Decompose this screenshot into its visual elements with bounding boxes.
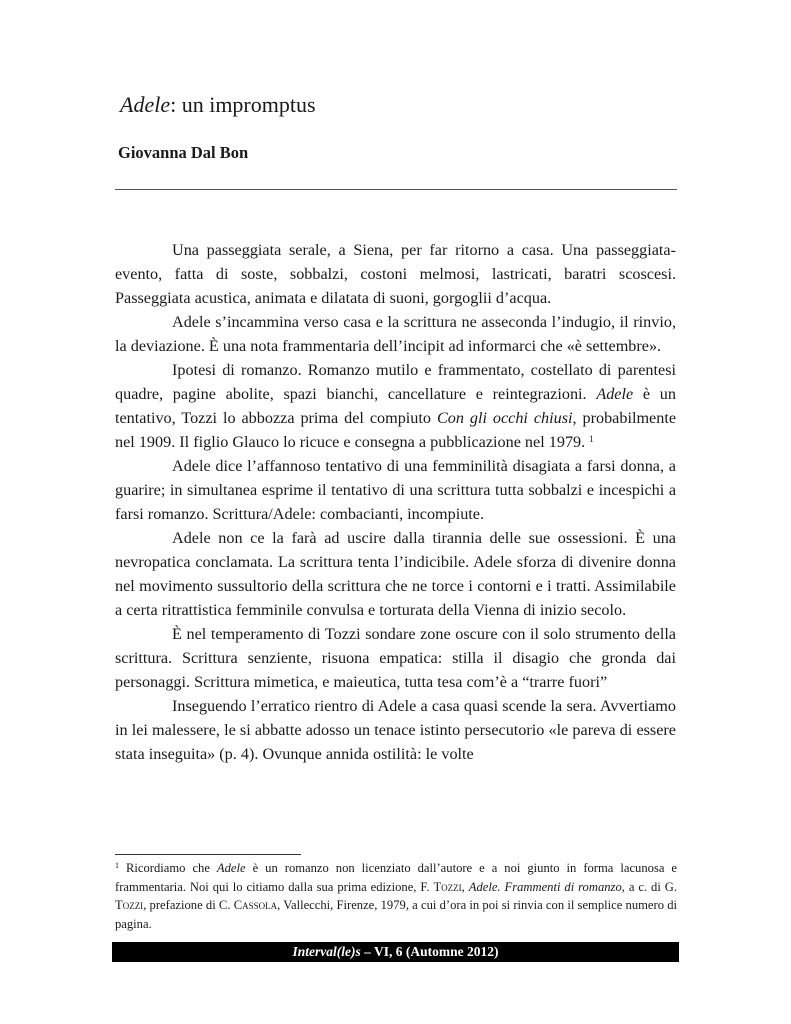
title-rest: : un impromptus (170, 92, 316, 117)
footnote-1 (115, 859, 677, 933)
paragraph-3-text-a: Ipotesi di romanzo. Romanzo mutilo e frammentato, costellato di parentesi quadre, pagine abolite, spazi bianchi, cancellature e reintegrazioni. (115, 361, 676, 403)
paragraph-3-italic-title: Con gli occhi chiusi (436, 409, 573, 427)
footnote-text: , Vallecchi, Firenze, 1979, a cui d’ora in poi si rinvia con il semplice numero di pagina. (115, 898, 678, 931)
footnote-text: , a c. di G. (621, 879, 678, 894)
paragraph-3 (115, 358, 676, 454)
author-name: Giovanna Dal Bon (118, 143, 249, 162)
footnote-ref-1[interactable]: 1 (589, 434, 594, 444)
paragraph-5: Adele non ce la farà ad uscire dalla tirannia delle sue ossessioni. È una nevropatica conclamata. La scrittura tenta l’indicibile. Adele sforza di divenire donna nel movimento sussultorio della scrittura che ne torce i contorni e i tratti. Assimilabile a certa ritrattistica femminile convulsa e torturata della Vienna di inizio secolo. (115, 529, 676, 619)
journal-issue: – VI, 6 (Automne 2012) (364, 944, 499, 959)
footnote-author-tozzi: Tozzi (433, 879, 462, 894)
article-title (120, 92, 316, 118)
paragraph-2: Adele s’incammina verso casa e la scrittura ne asseconda l’indugio, il rinvio, la deviazione. È una nota frammentaria dell’incipit ad informarci che «è settembre». (115, 313, 676, 355)
footnote-number: 1 (115, 861, 119, 870)
paragraph-6: È nel temperamento di Tozzi sondare zone oscure con il solo strumento della scrittura. Scrittura senziente, risuona empatica: stilla il disagio che gronda dai personaggi. Scrittura mimetica, e maieutica, tutta tesa com’è a “trarre fuori” (115, 625, 676, 691)
footnote-text: è un romanzo non licenziato dall’autore e a noi giunto in forma lacunosa e frammentaria. Noi qui lo citiamo dalla sua prima edizione, F. (115, 861, 678, 894)
article-body (115, 238, 676, 766)
footnote-text: , (461, 879, 465, 894)
footnote-text: Ricordiamo che (126, 861, 210, 875)
paragraph-3-text-e: , probabilmente nel 1909. Il figlio Glauco lo ricuce e consegna a pubblicazione nel 1979. (115, 409, 677, 451)
title-italic: Adele (120, 92, 171, 117)
paragraph-7: Inseguendo l’erratico rientro di Adele a casa quasi scende la sera. Avvertiamo in lei malessere, le si abbatte adosso un tenace istinto persecutorio «le pareva di essere stata inseguita» (p. 4). Ovunque annida ostilità: le volte (115, 697, 676, 763)
paragraph-1: Una passeggiata serale, a Siena, per far ritorno a casa. Una passeggiata-evento, fatta di soste, sobbalzi, costoni melmosi, lastricati, baratri scoscesi. Passeggiata acustica, animata e dilatata di suoni, gorgoglii d’acqua. (115, 241, 676, 307)
footnote-italic-book-title: Adele. Frammenti di romanzo (468, 879, 622, 894)
paragraph-4: Adele dice l’affannoso tentativo di una femminilità disagiata a farsi donna, a guarire; in simultanea esprime il tentativo di una scrittura tutta sobbalzi e incespichi a farsi romanzo. Scrittura/Adele: combacianti, incompiute. (115, 457, 676, 523)
paragraph-3-text-c: è un tentativo, Tozzi lo abbozza prima del compiuto (115, 385, 676, 427)
header-divider (115, 189, 677, 190)
journal-footer (112, 942, 679, 962)
footnote-text: , prefazione di C. (143, 898, 231, 912)
footnote-italic-adele: Adele (216, 861, 246, 875)
footnote-divider (115, 854, 301, 855)
paragraph-3-italic-adele: Adele (596, 385, 634, 403)
footnote-editor-tozzi: Tozzi (115, 898, 144, 912)
journal-name: Interval(le)s (292, 944, 361, 959)
footnote-cassola: Cassola (233, 898, 278, 912)
